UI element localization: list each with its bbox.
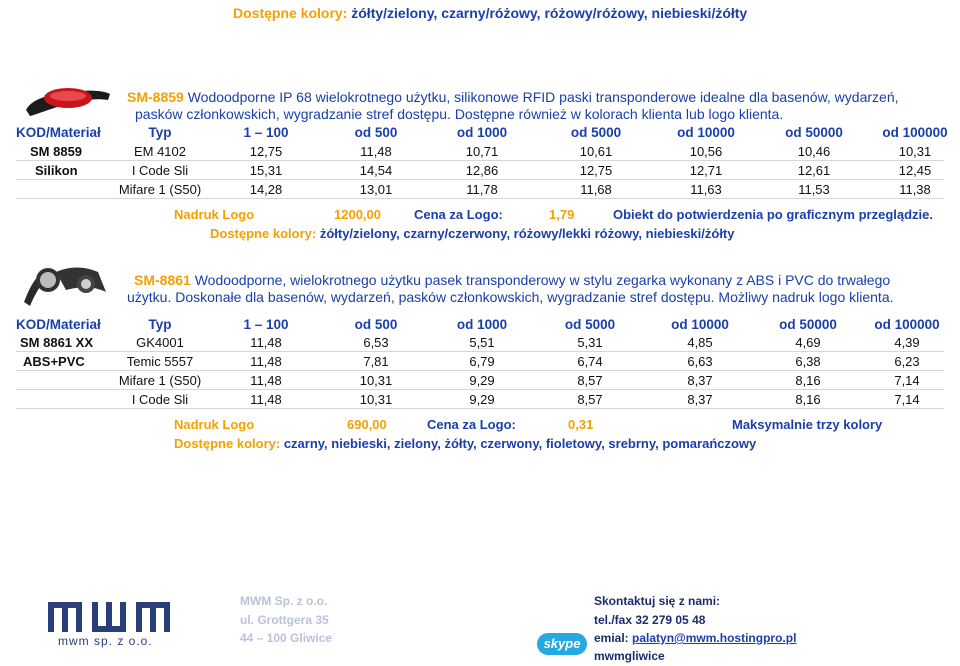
contact-title: Skontaktuj się z nami: xyxy=(594,594,721,608)
logo-label: Nadruk Logo xyxy=(174,417,255,432)
hdr-col: od 500 xyxy=(354,125,398,140)
price-cell: 11,78 xyxy=(466,182,498,197)
colors-label: Dostępne kolory: xyxy=(174,436,281,451)
price-cell: 11,48 xyxy=(250,354,282,369)
price-cell: 9,29 xyxy=(469,373,495,388)
hdr-col: 1 – 100 xyxy=(243,125,289,140)
model-sm8859: SM-8859 xyxy=(127,89,184,105)
price-cell: 6,53 xyxy=(363,335,389,350)
price-cell: 14,54 xyxy=(359,163,393,178)
price-cell: 10,31 xyxy=(359,373,393,388)
product-desc-sm8861 xyxy=(127,272,894,306)
product-image-sm8861 xyxy=(22,262,108,312)
company-logo xyxy=(46,600,174,634)
desc-line: Wodoodporne IP 68 wielokrotnego użytku, silikonowe RFID paski transponderowe idealne dla basenów, wydarzeń, xyxy=(187,89,899,105)
hdr-col: od 500 xyxy=(354,317,398,332)
price-cell: 10,31 xyxy=(359,392,393,407)
type-cell: Temic 5557 xyxy=(126,354,194,369)
hdr-col: 1 – 100 xyxy=(243,317,289,332)
type-cell: EM 4102 xyxy=(133,144,187,159)
price-cell: 8,37 xyxy=(687,392,713,407)
row-divider xyxy=(16,408,944,409)
price-cell: 6,79 xyxy=(469,354,495,369)
price-cell: 11,38 xyxy=(899,182,931,197)
price-cell: 10,31 xyxy=(898,144,932,159)
hdr-col: od 5000 xyxy=(570,125,622,140)
hdr-col: od 100000 xyxy=(874,317,940,332)
price-cell: 11,48 xyxy=(250,335,282,350)
desc-line: pasków członkowskich, wygradzanie stref dostępu. Dostępne również w kolorach klienta lub logo klienta. xyxy=(135,106,784,122)
logo-fee-label: Cena za Logo: xyxy=(414,207,503,222)
price-cell: 12,71 xyxy=(689,163,723,178)
hdr-code: KOD/Materiał xyxy=(16,125,101,140)
price-cell: 7,14 xyxy=(894,373,920,388)
desc-line: użytku. Doskonałe dla basenów, wydarzeń, pasków członkowskich, wygradzanie stref dostępu. Możliwy nadruk logo klienta. xyxy=(127,289,894,305)
logo-note: Maksymalnie trzy kolory xyxy=(732,417,883,432)
logo-fee: 1,79 xyxy=(549,207,575,222)
hdr-col: od 50000 xyxy=(785,125,843,140)
model-sm8861: SM-8861 xyxy=(134,272,191,288)
desc-line: Wodoodporne, wielokrotnego użytku pasek transponderowy w stylu zegarka wykonany z ABS i PVC do trwałego xyxy=(194,272,891,288)
price-cell: 12,75 xyxy=(579,163,613,178)
row-divider xyxy=(16,179,944,180)
contact-email xyxy=(594,629,796,648)
type-cell: I Code Sli xyxy=(131,392,189,407)
price-cell: 10,46 xyxy=(797,144,831,159)
row-divider xyxy=(16,198,944,199)
price-cell: 8,16 xyxy=(795,373,821,388)
skype-id: mwmgliwice xyxy=(594,649,665,663)
skype-icon: skype xyxy=(537,633,587,655)
price-cell: 12,75 xyxy=(249,144,283,159)
price-cell: 10,61 xyxy=(579,144,613,159)
price-cell: 11,63 xyxy=(690,182,722,197)
top-colors-value: żółty/zielony, czarny/różowy, różowy/różowy, niebieski/żółty xyxy=(351,5,748,21)
price-cell: 11,48 xyxy=(250,373,282,388)
code-cell: Silikon xyxy=(35,163,78,178)
row-divider xyxy=(16,370,944,371)
price-cell: 7,81 xyxy=(363,354,389,369)
price-cell: 14,28 xyxy=(249,182,283,197)
price-cell: 6,23 xyxy=(894,354,920,369)
hdr-type: Typ xyxy=(148,125,172,140)
price-cell: 10,71 xyxy=(465,144,499,159)
hdr-type: Typ xyxy=(148,317,172,332)
row-divider xyxy=(16,351,944,352)
colors-sm8859 xyxy=(210,226,735,241)
price-cell: 11,48 xyxy=(360,144,392,159)
hdr-col: od 10000 xyxy=(671,317,729,332)
logo-price: 1200,00 xyxy=(334,207,381,222)
price-cell: 11,53 xyxy=(798,182,830,197)
logo-label: Nadruk Logo xyxy=(174,207,255,222)
colors-value: żółty/zielony, czarny/czerwony, różowy/lekki różowy, niebieski/żółty xyxy=(319,226,735,241)
code-cell: SM 8859 xyxy=(30,144,83,159)
type-cell: Mifare 1 (S50) xyxy=(118,182,202,197)
price-cell: 6,63 xyxy=(687,354,713,369)
price-cell: 11,68 xyxy=(580,182,612,197)
logo-price: 690,00 xyxy=(347,417,387,432)
company-street: ul. Grottgera 35 xyxy=(240,613,329,627)
hdr-col: od 1000 xyxy=(456,125,508,140)
hdr-col: od 5000 xyxy=(564,317,616,332)
logo-fee: 0,31 xyxy=(568,417,594,432)
hdr-col: od 1000 xyxy=(456,317,508,332)
logo-note: Obiekt do potwierdzenia po graficznym przeglądzie. xyxy=(613,207,933,222)
price-cell: 12,86 xyxy=(465,163,499,178)
price-cell: 12,45 xyxy=(898,163,932,178)
colors-sm8861 xyxy=(174,436,756,451)
price-cell: 8,57 xyxy=(577,373,603,388)
price-cell: 13,01 xyxy=(359,182,393,197)
price-cell: 15,31 xyxy=(249,163,283,178)
price-cell: 11,48 xyxy=(250,392,282,407)
logo-fee-label: Cena za Logo: xyxy=(427,417,516,432)
price-cell: 8,37 xyxy=(687,373,713,388)
company-name: MWM Sp. z o.o. xyxy=(240,594,328,608)
colors-label: Dostępne kolory: xyxy=(210,226,317,241)
hdr-col: od 50000 xyxy=(779,317,837,332)
type-cell: I Code Sli xyxy=(131,163,189,178)
type-cell: GK4001 xyxy=(136,335,184,350)
price-cell: 7,14 xyxy=(894,392,920,407)
price-cell: 4,39 xyxy=(894,335,920,350)
top-colors xyxy=(233,5,747,21)
price-cell: 12,61 xyxy=(797,163,831,178)
price-cell: 4,85 xyxy=(687,335,713,350)
logo-subtitle: mwm sp. z o.o. xyxy=(58,634,153,648)
top-colors-label: Dostępne kolory: xyxy=(233,5,348,21)
hdr-col: od 100000 xyxy=(882,125,948,140)
email-label: emial: xyxy=(594,631,629,645)
logo-line-sm8859 xyxy=(174,207,254,222)
row-divider xyxy=(16,389,944,390)
row-divider xyxy=(16,160,944,161)
hdr-code: KOD/Materiał xyxy=(16,317,101,332)
price-cell: 5,51 xyxy=(469,335,495,350)
price-cell: 4,69 xyxy=(795,335,821,350)
contact-phone: tel./fax 32 279 05 48 xyxy=(594,613,706,627)
hdr-col: od 10000 xyxy=(677,125,735,140)
price-cell: 6,38 xyxy=(795,354,821,369)
email-link[interactable]: palatyn@mwm.hostingpro.pl xyxy=(632,631,797,645)
code-cell: SM 8861 XX xyxy=(20,335,93,350)
price-cell: 6,74 xyxy=(577,354,603,369)
type-cell: Mifare 1 (S50) xyxy=(118,373,202,388)
price-cell: 5,31 xyxy=(577,335,603,350)
company-city: 44 – 100 Gliwice xyxy=(240,631,333,645)
colors-value: czarny, niebieski, zielony, żółty, czerwony, fioletowy, srebrny, pomarańczowy xyxy=(283,436,757,451)
price-cell: 8,57 xyxy=(577,392,603,407)
price-cell: 8,16 xyxy=(795,392,821,407)
price-cell: 9,29 xyxy=(469,392,495,407)
price-cell: 10,56 xyxy=(689,144,723,159)
code-cell: ABS+PVC xyxy=(23,354,85,369)
product-desc-sm8859 xyxy=(127,89,899,123)
product-image-sm8859 xyxy=(22,80,114,120)
